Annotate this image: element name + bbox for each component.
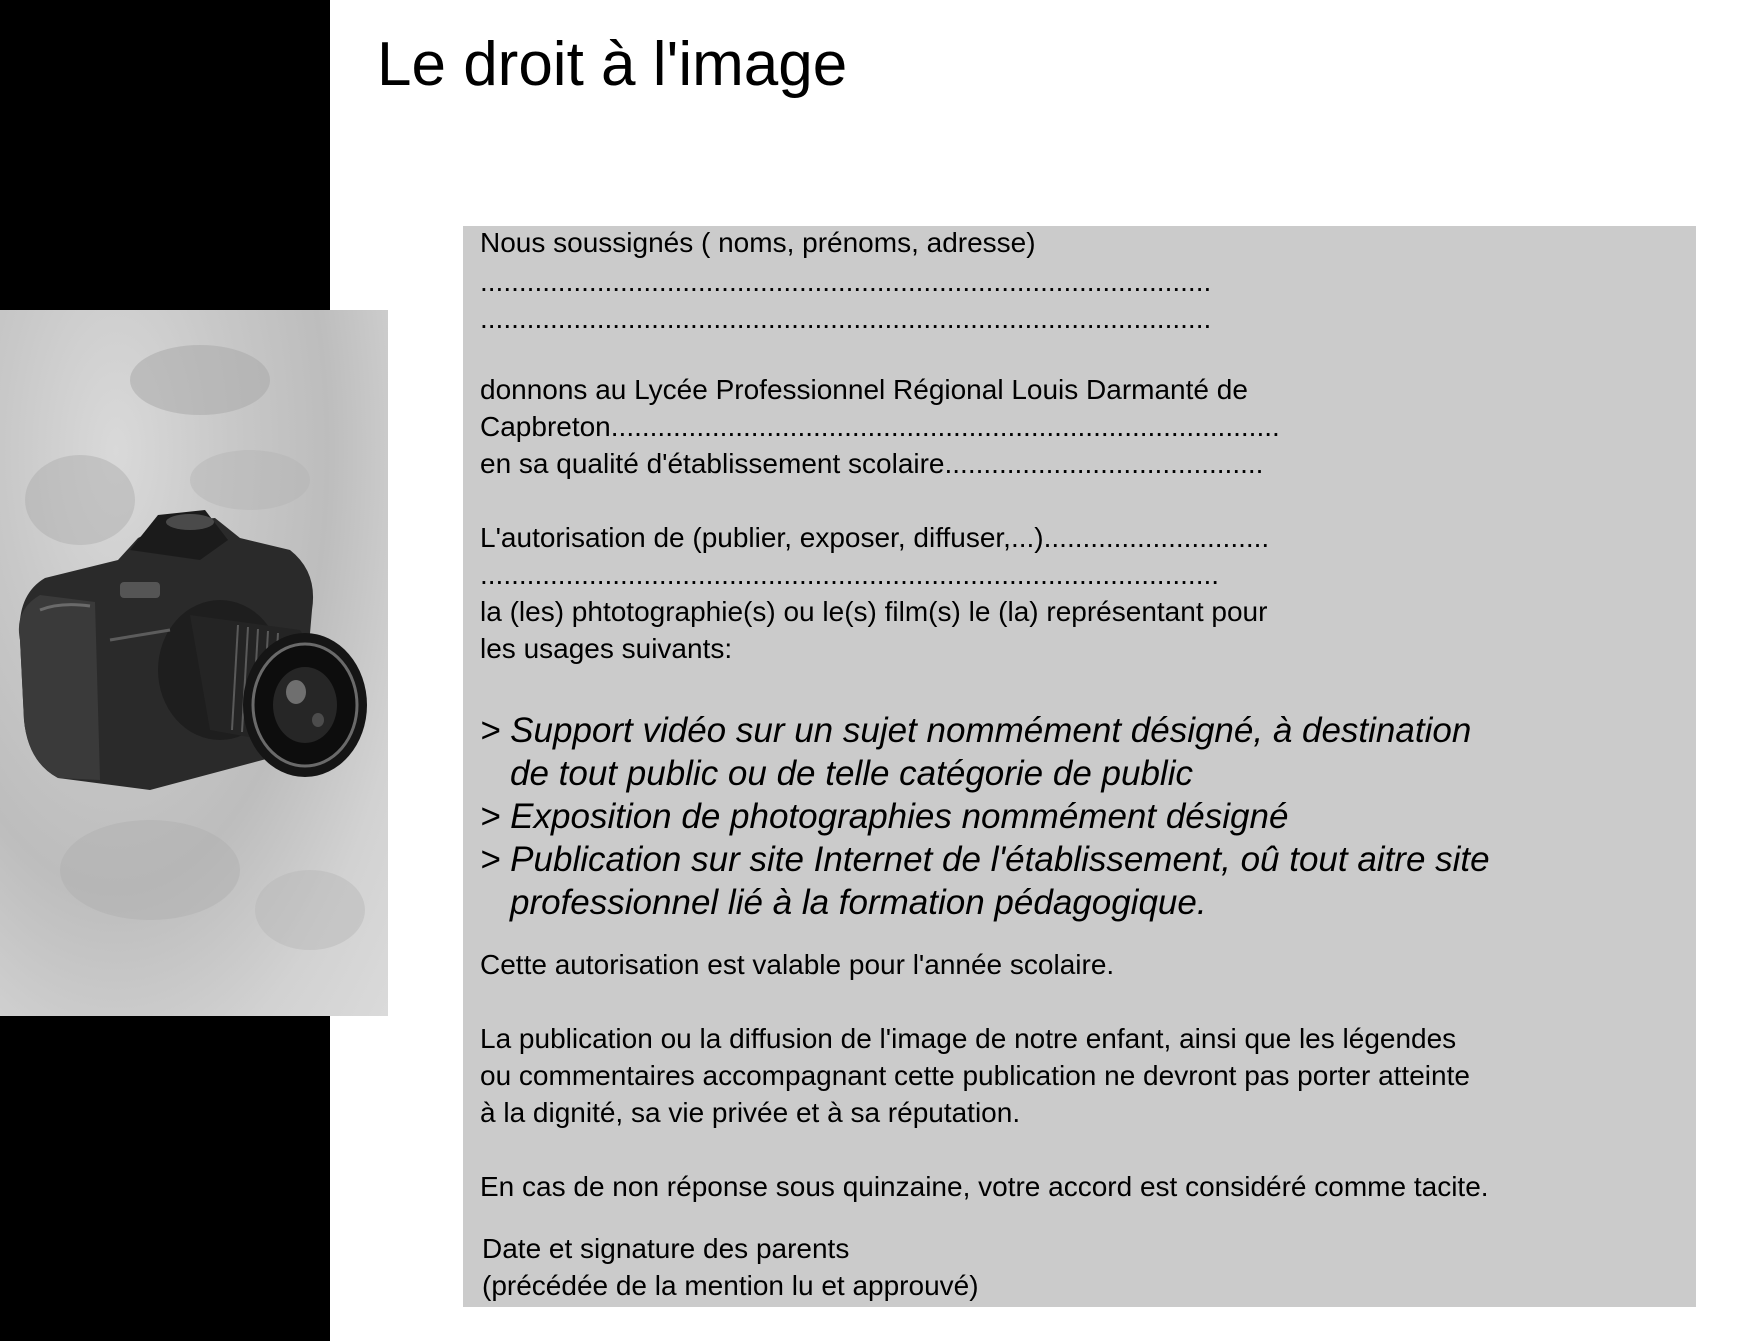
signature-line-2: (précédée de la mention lu et approuvé) — [482, 1270, 979, 1301]
donnons-line-1: donnons au Lycée Professionnel Régional Louis Darmanté de — [480, 374, 1248, 405]
page-title: Le droit à l'image — [377, 30, 848, 99]
usage-item: de tout public ou de telle catégorie de public — [510, 754, 1193, 793]
authorization-form — [463, 226, 1696, 1307]
usage-item: > Publication sur site Internet de l'établissement, oû tout aitre site — [480, 840, 1490, 879]
publication-line-2: ou commentaires accompagnant cette publication ne devront pas porter atteinte — [480, 1060, 1470, 1091]
soussignes-label: Nous soussignés ( noms, prénoms, adresse) — [480, 227, 1036, 258]
camera-photo — [0, 310, 388, 1016]
usage-item: > Exposition de photographies nommément désigné — [480, 797, 1289, 836]
non-reponse-line: En cas de non réponse sous quinzaine, votre accord est considéré comme tacite. — [480, 1171, 1489, 1202]
camera-icon — [0, 310, 388, 1016]
donnons-line-2: Capbreton...................................................................................... — [480, 411, 1280, 442]
validite-line: Cette autorisation est valable pour l'année scolaire. — [480, 949, 1115, 980]
publication-line-3: à la dignité, sa vie privée et à sa réputation. — [480, 1097, 1021, 1128]
qualite-line: en sa qualité d'établissement scolaire......................................... — [480, 448, 1264, 479]
dotted-line-1: .............................................................................................. — [480, 266, 1212, 297]
signature-line-1: Date et signature des parents — [482, 1233, 850, 1264]
usage-item: > Support vidéo sur un sujet nommément désigné, à destination — [480, 711, 1472, 750]
photos-line-1: la (les) phtotographie(s) ou le(s) film(s) le (la) représentant pour — [480, 596, 1268, 627]
autorisation-line: L'autorisation de (publier, exposer, diffuser,...)............................. — [480, 522, 1270, 553]
photos-line-2: les usages suivants: — [480, 633, 733, 664]
dotted-line-3: ............................................................................................... — [480, 559, 1220, 590]
dotted-line-2: .............................................................................................. — [480, 303, 1212, 334]
publication-line-1: La publication ou la diffusion de l'image de notre enfant, ainsi que les légendes — [480, 1023, 1457, 1054]
usage-item: professionnel lié à la formation pédagogique. — [510, 883, 1207, 922]
